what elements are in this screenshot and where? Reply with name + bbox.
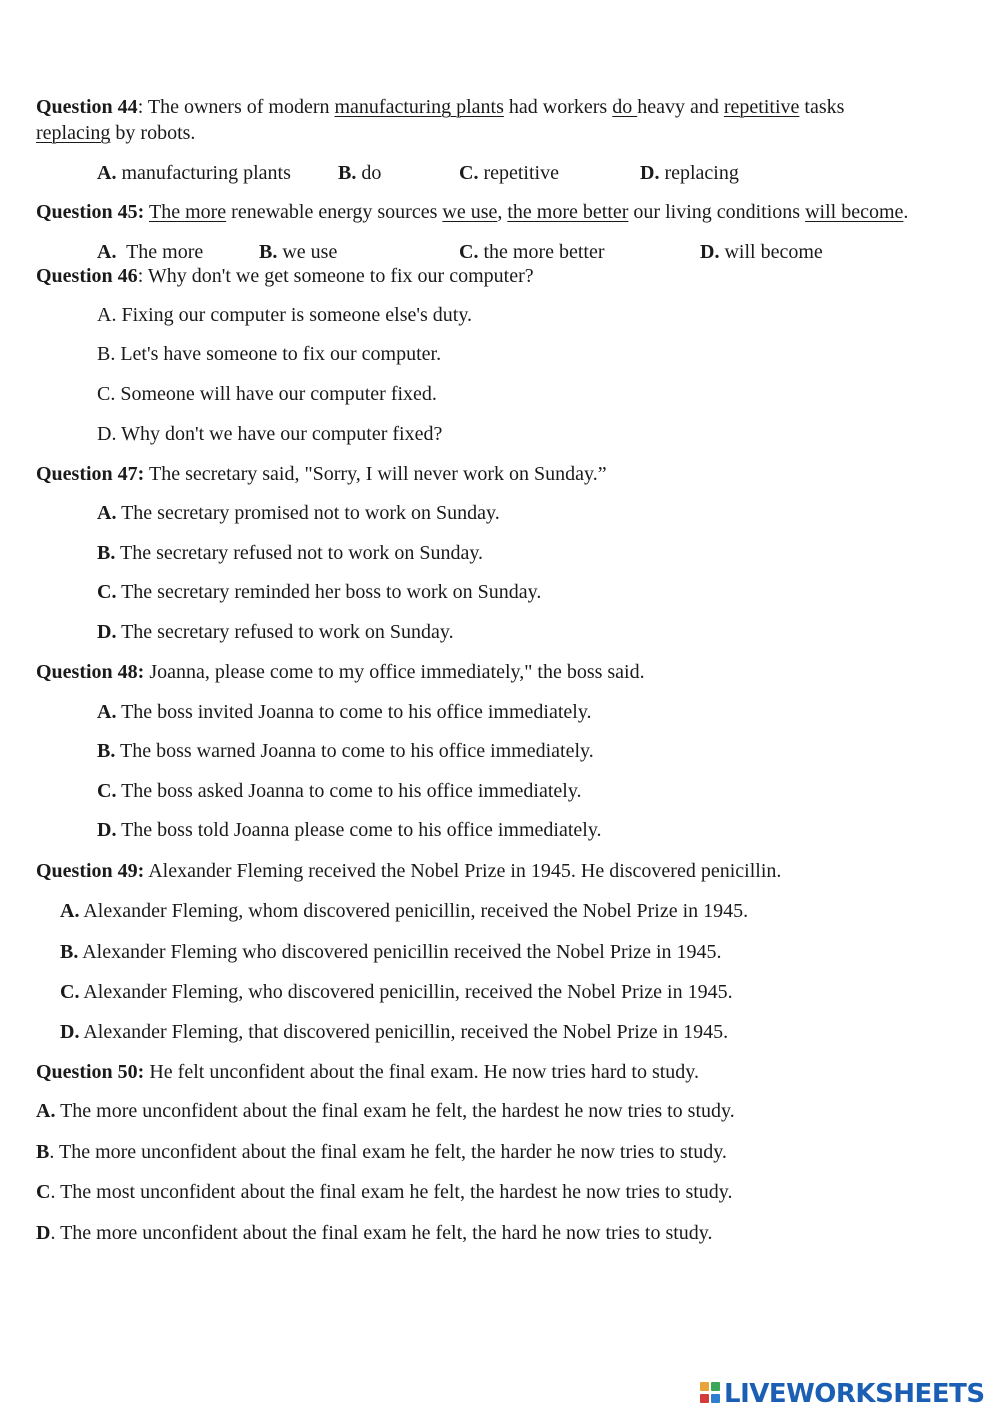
q44-option-d[interactable]: D. replacing [640,162,739,184]
q45-option-d[interactable]: D. will become [700,241,823,263]
q44-option-c[interactable]: C. repetitive [459,162,559,184]
q48-option-c[interactable]: C. The boss asked Joanna to come to his office immediately. [97,780,582,802]
q47-option-c[interactable]: C. The secretary reminded her boss to work on Sunday. [97,581,542,603]
q45-option-c[interactable]: C. the more better [459,241,605,263]
underlined-option-a: manufacturing plants [334,96,504,118]
underlined-option-c: the more better [507,201,629,223]
q46-option-b[interactable]: B. Let's have someone to fix our computer. [97,343,442,365]
question-45-stem: Question 45: The more renewable energy sources we use, the more better our living conditions will become. [36,201,909,223]
question-50-stem: Question 50: He felt unconfident about the final exam. He now tries hard to study. [36,1061,700,1083]
question-44-stem-cont: replacing by robots. [36,122,196,144]
q48-option-d[interactable]: D. The boss told Joanna please come to his office immediately. [97,819,602,841]
liveworksheets-logo[interactable] [700,1378,985,1410]
question-47-label: Question 47: [36,463,145,485]
underlined-option-d: replacing [36,122,111,144]
question-46-label: Question 46 [36,265,138,287]
question-49-label: Question 49: [36,860,145,882]
question-45-label: Question 45: [36,201,145,223]
q47-option-d[interactable]: D. The secretary refused to work on Sunday. [97,621,454,643]
question-46-stem: Question 46: Why don't we get someone to fix our computer? [36,265,534,287]
question-49-stem: Question 49: Alexander Fleming received the Nobel Prize in 1945. He discovered penicillin. [36,860,782,882]
underlined-option-b: do [612,96,638,118]
q49-option-a[interactable]: A. Alexander Fleming, whom discovered penicillin, received the Nobel Prize in 1945. [60,900,749,922]
q47-option-a[interactable]: A. The secretary promised not to work on Sunday. [97,502,500,524]
q46-option-a[interactable]: A. Fixing our computer is someone else's duty. [97,304,473,326]
q45-option-a[interactable]: A. The more [97,241,204,263]
q49-option-c[interactable]: C. Alexander Fleming, who discovered penicillin, received the Nobel Prize in 1945. [60,981,733,1003]
q50-option-c[interactable]: C. The most unconfident about the final exam he felt, the hardest he now tries to study. [36,1181,733,1203]
q49-option-b[interactable]: B. Alexander Fleming who discovered penicillin received the Nobel Prize in 1945. [60,941,722,963]
question-48-label: Question 48: [36,661,145,683]
question-44-stem: Question 44: The owners of modern manufacturing plants had workers do heavy and repetitive tasks [36,96,845,118]
underlined-option-d: will become [805,201,904,223]
q46-option-d[interactable]: D. Why don't we have our computer fixed? [97,423,443,445]
q49-option-d[interactable]: D. Alexander Fleming, that discovered penicillin, received the Nobel Prize in 1945. [60,1021,729,1043]
q46-option-c[interactable]: C. Someone will have our computer fixed. [97,383,437,405]
q47-option-b[interactable]: B. The secretary refused not to work on Sunday. [97,542,484,564]
q44-option-b[interactable]: B. do [338,162,382,184]
underlined-option-c: repetitive [723,96,800,118]
question-47-stem: Question 47: The secretary said, "Sorry, I will never work on Sunday.” [36,463,607,485]
q50-option-d[interactable]: D. The more unconfident about the final exam he felt, the hard he now tries to study. [36,1222,713,1244]
logo-text: LIVEWORKSHEETS [724,1379,985,1409]
underlined-option-b: we use [442,201,498,223]
underlined-option-a: The more [148,201,227,223]
q48-option-b[interactable]: B. The boss warned Joanna to come to his office immediately. [97,740,594,762]
q48-option-a[interactable]: A. The boss invited Joanna to come to his office immediately. [97,701,592,723]
question-50-label: Question 50: [36,1061,145,1083]
q50-option-b[interactable]: B. The more unconfident about the final exam he felt, the harder he now tries to study. [36,1141,727,1163]
question-48-stem: Question 48: Joanna, please come to my office immediately," the boss said. [36,661,645,683]
q45-option-b[interactable]: B. we use [259,241,338,263]
question-44-label: Question 44 [36,96,138,118]
logo-grid-icon [700,1380,722,1408]
q44-option-a[interactable]: A. manufacturing plants [97,162,291,184]
q50-option-a[interactable]: A. The more unconfident about the final exam he felt, the hardest he now tries to study. [36,1100,735,1122]
